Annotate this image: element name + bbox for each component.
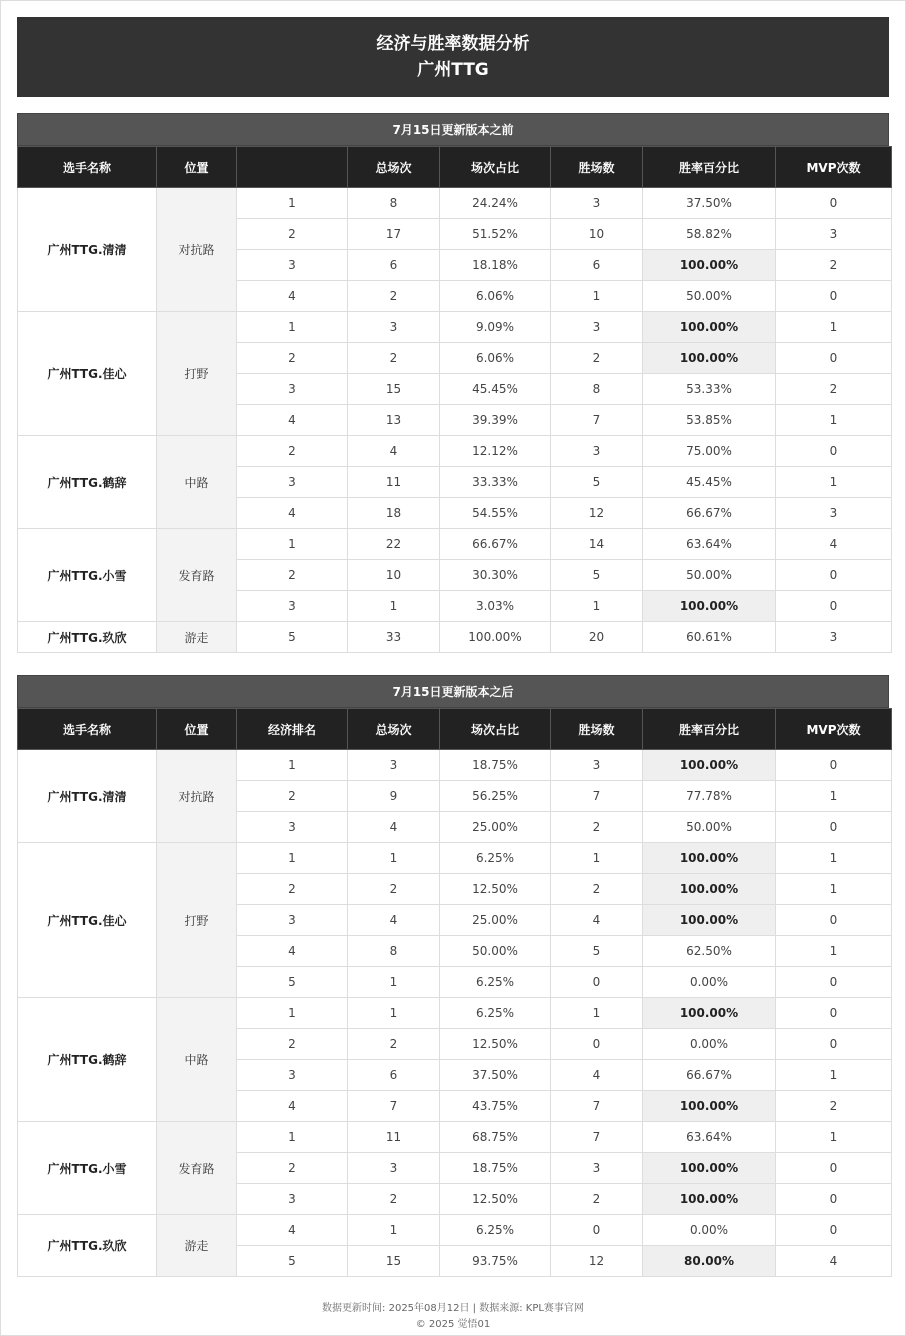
win-rate-cell: 0.00% [643,1215,776,1246]
total-games-cell: 1 [348,843,440,874]
win-rate-cell: 0.00% [643,1029,776,1060]
economy-rank-cell: 2 [237,874,348,905]
wins-cell: 7 [551,1122,643,1153]
economy-rank-cell: 3 [237,467,348,498]
mvp-count-cell: 0 [776,281,892,312]
player-name: 广州TTG.玖欣 [18,1215,157,1277]
game-ratio-cell: 43.75% [440,1091,551,1122]
section-title: 7月15日更新版本之后 [17,675,889,708]
economy-rank-cell: 3 [237,1060,348,1091]
total-games-cell: 10 [348,560,440,591]
player-name: 广州TTG.鹤辞 [18,436,157,529]
stats-table-before [17,146,892,653]
wins-cell: 0 [551,967,643,998]
table-row [18,622,892,653]
col-total: 总场次 [348,709,440,750]
win-rate-cell: 100.00% [643,343,776,374]
wins-cell: 0 [551,1029,643,1060]
mvp-count-cell: 2 [776,250,892,281]
win-rate-cell: 62.50% [643,936,776,967]
mvp-count-cell: 1 [776,936,892,967]
player-name: 广州TTG.小雪 [18,529,157,622]
wins-cell: 2 [551,1184,643,1215]
wins-cell: 3 [551,1153,643,1184]
win-rate-cell: 100.00% [643,998,776,1029]
total-games-cell: 9 [348,781,440,812]
economy-rank-cell: 1 [237,529,348,560]
total-games-cell: 17 [348,219,440,250]
table-body [18,750,892,1277]
col-winrate: 胜率百分比 [643,147,776,188]
mvp-count-cell: 3 [776,622,892,653]
mvp-count-cell: 1 [776,781,892,812]
player-name: 广州TTG.玖欣 [18,622,157,653]
win-rate-cell: 37.50% [643,188,776,219]
player-position: 对抗路 [157,188,237,312]
mvp-count-cell: 0 [776,1153,892,1184]
total-games-cell: 8 [348,188,440,219]
win-rate-cell: 80.00% [643,1246,776,1277]
section-title: 7月15日更新版本之前 [17,113,889,146]
mvp-count-cell: 0 [776,1029,892,1060]
win-rate-cell: 100.00% [643,1153,776,1184]
game-ratio-cell: 68.75% [440,1122,551,1153]
player-position: 发育路 [157,1122,237,1215]
game-ratio-cell: 12.12% [440,436,551,467]
wins-cell: 3 [551,312,643,343]
game-ratio-cell: 51.52% [440,219,551,250]
mvp-count-cell: 4 [776,1246,892,1277]
game-ratio-cell: 39.39% [440,405,551,436]
total-games-cell: 18 [348,498,440,529]
economy-rank-cell: 3 [237,250,348,281]
player-position: 游走 [157,622,237,653]
wins-cell: 20 [551,622,643,653]
table-header-row [18,709,892,750]
wins-cell: 10 [551,219,643,250]
economy-rank-cell: 3 [237,1184,348,1215]
mvp-count-cell: 0 [776,905,892,936]
player-position: 打野 [157,843,237,998]
player-name: 广州TTG.清清 [18,188,157,312]
col-ratio: 场次占比 [440,147,551,188]
total-games-cell: 1 [348,998,440,1029]
mvp-count-cell: 0 [776,998,892,1029]
win-rate-cell: 63.64% [643,529,776,560]
wins-cell: 1 [551,843,643,874]
game-ratio-cell: 3.03% [440,591,551,622]
mvp-count-cell: 1 [776,1060,892,1091]
table-row [18,529,892,560]
mvp-count-cell: 1 [776,1122,892,1153]
mvp-count-cell: 3 [776,498,892,529]
wins-cell: 14 [551,529,643,560]
col-mvp: MVP次数 [776,709,892,750]
player-name: 广州TTG.鹤辞 [18,998,157,1122]
economy-rank-cell: 1 [237,312,348,343]
economy-rank-cell: 4 [237,1091,348,1122]
wins-cell: 3 [551,436,643,467]
table-row [18,312,892,343]
total-games-cell: 4 [348,905,440,936]
game-ratio-cell: 9.09% [440,312,551,343]
section-before [17,113,889,653]
wins-cell: 0 [551,1215,643,1246]
total-games-cell: 8 [348,936,440,967]
col-mvp: MVP次数 [776,147,892,188]
economy-rank-cell: 2 [237,781,348,812]
win-rate-cell: 100.00% [643,874,776,905]
wins-cell: 7 [551,405,643,436]
win-rate-cell: 63.64% [643,1122,776,1153]
game-ratio-cell: 6.25% [440,967,551,998]
economy-rank-cell: 2 [237,1029,348,1060]
win-rate-cell: 53.33% [643,374,776,405]
game-ratio-cell: 33.33% [440,467,551,498]
economy-rank-cell: 2 [237,219,348,250]
mvp-count-cell: 1 [776,843,892,874]
mvp-count-cell: 1 [776,467,892,498]
game-ratio-cell: 12.50% [440,1184,551,1215]
win-rate-cell: 100.00% [643,250,776,281]
win-rate-cell: 100.00% [643,1091,776,1122]
page-title: 经济与胜率数据分析 [376,34,530,54]
mvp-count-cell: 3 [776,219,892,250]
win-rate-cell: 53.85% [643,405,776,436]
economy-rank-cell: 4 [237,498,348,529]
economy-rank-cell: 4 [237,936,348,967]
economy-rank-cell: 4 [237,405,348,436]
game-ratio-cell: 37.50% [440,1060,551,1091]
mvp-count-cell: 2 [776,1091,892,1122]
wins-cell: 2 [551,874,643,905]
game-ratio-cell: 24.24% [440,188,551,219]
win-rate-cell: 50.00% [643,281,776,312]
economy-rank-cell: 3 [237,905,348,936]
col-total: 总场次 [348,147,440,188]
total-games-cell: 1 [348,591,440,622]
page-header [17,17,889,97]
win-rate-cell: 100.00% [643,905,776,936]
table-row [18,998,892,1029]
wins-cell: 5 [551,560,643,591]
game-ratio-cell: 12.50% [440,1029,551,1060]
total-games-cell: 3 [348,750,440,781]
economy-rank-cell: 5 [237,1246,348,1277]
total-games-cell: 33 [348,622,440,653]
total-games-cell: 6 [348,250,440,281]
game-ratio-cell: 18.18% [440,250,551,281]
economy-rank-cell: 2 [237,1153,348,1184]
wins-cell: 4 [551,1060,643,1091]
economy-rank-cell: 5 [237,622,348,653]
mvp-count-cell: 2 [776,374,892,405]
game-ratio-cell: 54.55% [440,498,551,529]
win-rate-cell: 100.00% [643,1184,776,1215]
game-ratio-cell: 25.00% [440,905,551,936]
total-games-cell: 15 [348,1246,440,1277]
win-rate-cell: 60.61% [643,622,776,653]
wins-cell: 1 [551,998,643,1029]
game-ratio-cell: 45.45% [440,374,551,405]
player-name: 广州TTG.清清 [18,750,157,843]
col-player: 选手名称 [18,709,157,750]
economy-rank-cell: 1 [237,998,348,1029]
win-rate-cell: 66.67% [643,1060,776,1091]
wins-cell: 5 [551,467,643,498]
economy-rank-cell: 1 [237,843,348,874]
total-games-cell: 1 [348,1215,440,1246]
mvp-count-cell: 0 [776,436,892,467]
win-rate-cell: 75.00% [643,436,776,467]
game-ratio-cell: 66.67% [440,529,551,560]
table-row [18,1122,892,1153]
player-position: 中路 [157,998,237,1122]
table-row [18,188,892,219]
wins-cell: 7 [551,1091,643,1122]
total-games-cell: 2 [348,1184,440,1215]
mvp-count-cell: 0 [776,343,892,374]
total-games-cell: 22 [348,529,440,560]
game-ratio-cell: 18.75% [440,750,551,781]
total-games-cell: 11 [348,1122,440,1153]
win-rate-cell: 45.45% [643,467,776,498]
total-games-cell: 4 [348,436,440,467]
table-body [18,188,892,653]
total-games-cell: 4 [348,812,440,843]
player-name: 广州TTG.佳心 [18,843,157,998]
total-games-cell: 11 [348,467,440,498]
player-name: 广州TTG.小雪 [18,1122,157,1215]
economy-rank-cell: 2 [237,343,348,374]
col-winrate: 胜率百分比 [643,709,776,750]
player-position: 对抗路 [157,750,237,843]
game-ratio-cell: 6.25% [440,998,551,1029]
total-games-cell: 2 [348,281,440,312]
wins-cell: 3 [551,188,643,219]
mvp-count-cell: 0 [776,591,892,622]
mvp-count-cell: 0 [776,812,892,843]
economy-rank-cell: 1 [237,1122,348,1153]
total-games-cell: 3 [348,312,440,343]
wins-cell: 7 [551,781,643,812]
win-rate-cell: 100.00% [643,591,776,622]
table-row [18,436,892,467]
wins-cell: 1 [551,591,643,622]
win-rate-cell: 100.00% [643,843,776,874]
economy-rank-cell: 1 [237,750,348,781]
wins-cell: 4 [551,905,643,936]
player-name: 广州TTG.佳心 [18,312,157,436]
page-footer [17,1301,889,1333]
footer-copyright: © 2025 觉悟01 [415,1319,491,1330]
game-ratio-cell: 93.75% [440,1246,551,1277]
stats-table-after [17,708,892,1277]
economy-rank-cell: 2 [237,560,348,591]
win-rate-cell: 100.00% [643,750,776,781]
mvp-count-cell: 0 [776,750,892,781]
game-ratio-cell: 6.06% [440,343,551,374]
wins-cell: 2 [551,812,643,843]
game-ratio-cell: 25.00% [440,812,551,843]
win-rate-cell: 50.00% [643,560,776,591]
game-ratio-cell: 50.00% [440,936,551,967]
col-wins: 胜场数 [551,709,643,750]
mvp-count-cell: 0 [776,967,892,998]
mvp-count-cell: 4 [776,529,892,560]
col-wins: 胜场数 [551,147,643,188]
win-rate-cell: 100.00% [643,312,776,343]
wins-cell: 5 [551,936,643,967]
total-games-cell: 2 [348,343,440,374]
game-ratio-cell: 6.06% [440,281,551,312]
mvp-count-cell: 1 [776,874,892,905]
wins-cell: 8 [551,374,643,405]
total-games-cell: 2 [348,1029,440,1060]
mvp-count-cell: 1 [776,312,892,343]
table-row [18,843,892,874]
economy-rank-cell: 4 [237,281,348,312]
total-games-cell: 3 [348,1153,440,1184]
total-games-cell: 6 [348,1060,440,1091]
player-position: 中路 [157,436,237,529]
game-ratio-cell: 6.25% [440,1215,551,1246]
total-games-cell: 1 [348,967,440,998]
mvp-count-cell: 0 [776,188,892,219]
col-position: 位置 [157,709,237,750]
win-rate-cell: 66.67% [643,498,776,529]
col-player: 选手名称 [18,147,157,188]
player-position: 游走 [157,1215,237,1277]
economy-rank-cell: 3 [237,591,348,622]
wins-cell: 2 [551,343,643,374]
win-rate-cell: 0.00% [643,967,776,998]
mvp-count-cell: 0 [776,1184,892,1215]
wins-cell: 12 [551,1246,643,1277]
mvp-count-cell: 0 [776,560,892,591]
col-economy-rank: 经济排名 [237,709,348,750]
total-games-cell: 13 [348,405,440,436]
win-rate-cell: 50.00% [643,812,776,843]
mvp-count-cell: 0 [776,1215,892,1246]
economy-rank-cell: 2 [237,436,348,467]
economy-rank-cell: 3 [237,812,348,843]
col-economy-rank [237,147,348,188]
win-rate-cell: 77.78% [643,781,776,812]
wins-cell: 1 [551,281,643,312]
section-after [17,675,889,1277]
wins-cell: 12 [551,498,643,529]
game-ratio-cell: 30.30% [440,560,551,591]
table-header-row [18,147,892,188]
economy-rank-cell: 1 [237,188,348,219]
table-row [18,1215,892,1246]
table-row [18,750,892,781]
economy-rank-cell: 4 [237,1215,348,1246]
wins-cell: 6 [551,250,643,281]
game-ratio-cell: 6.25% [440,843,551,874]
col-position: 位置 [157,147,237,188]
wins-cell: 3 [551,750,643,781]
player-position: 打野 [157,312,237,436]
mvp-count-cell: 1 [776,405,892,436]
game-ratio-cell: 12.50% [440,874,551,905]
total-games-cell: 7 [348,1091,440,1122]
total-games-cell: 2 [348,874,440,905]
economy-rank-cell: 5 [237,967,348,998]
win-rate-cell: 58.82% [643,219,776,250]
footer-update-info: 数据更新时间: 2025年08月12日 | 数据来源: KPL赛事官网 [322,1303,584,1314]
economy-rank-cell: 3 [237,374,348,405]
game-ratio-cell: 18.75% [440,1153,551,1184]
col-ratio: 场次占比 [440,709,551,750]
game-ratio-cell: 100.00% [440,622,551,653]
game-ratio-cell: 56.25% [440,781,551,812]
player-position: 发育路 [157,529,237,622]
team-name: 广州TTG [417,60,489,80]
total-games-cell: 15 [348,374,440,405]
